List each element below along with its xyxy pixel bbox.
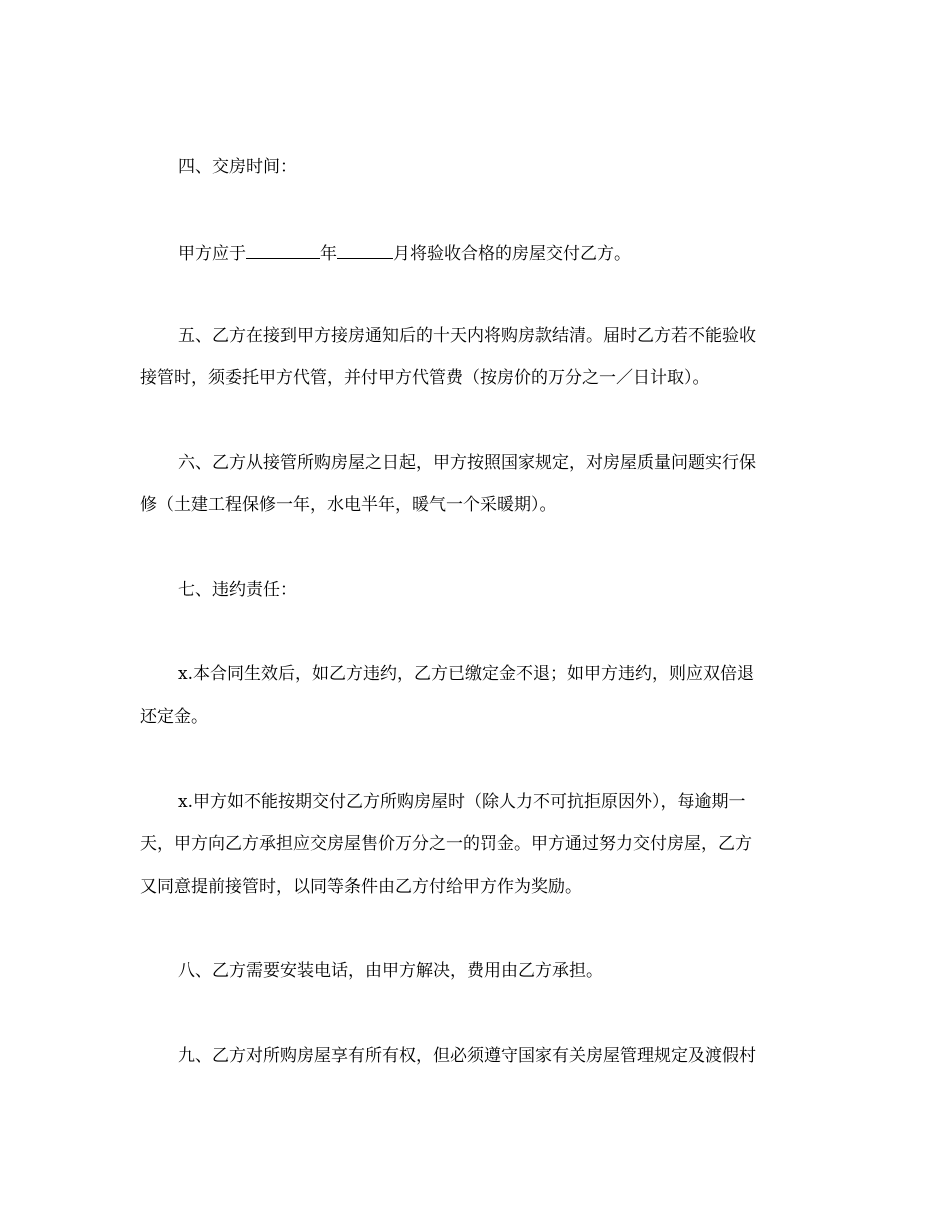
- clause-6-line-1: 六、乙方从接管所购房屋之日起，甲方按照国家规定，对房屋质量问题实行保: [178, 453, 756, 473]
- clause-7-1-line-1: x.本合同生效后，如乙方违约，乙方已缴定金不退；如甲方违约，则应双倍退: [178, 664, 754, 684]
- delivery-time-sentence: [178, 241, 858, 264]
- clause-5-line-1: 五、乙方在接到甲方接房通知后的十天内将购房款结清。届时乙方若不能验收: [178, 326, 756, 346]
- clause-5-line-2: 接管时，须委托甲方代管，并付甲方代管费（按房价的万分之一／日计取）。: [140, 368, 710, 388]
- month-label: 月将验收合格的房屋交付乙方。: [393, 244, 631, 264]
- delivery-time-prefix: 甲方应于: [178, 244, 246, 264]
- year-label: 年: [320, 244, 337, 264]
- year-blank: [246, 241, 320, 259]
- delivery-time-heading: 四、交房时间：: [178, 157, 297, 177]
- clause-7-heading: 七、违约责任：: [178, 580, 297, 600]
- clause-6-line-2: 修（土建工程保修一年，水电半年，暖气一个采暖期）。: [140, 495, 557, 515]
- clause-7-1-line-2: 还定金。: [140, 707, 208, 727]
- month-blank: [337, 241, 393, 259]
- clause-9-line-1: 九、乙方对所购房屋享有所有权，但必须遵守国家有关房屋管理规定及渡假村: [178, 1046, 756, 1066]
- clause-7-2-line-1: x.甲方如不能按期交付乙方所购房屋时（除人力不可抗拒原因外），每逾期一: [178, 792, 746, 812]
- clause-7-2-line-3: 又同意提前接管时，以同等条件由乙方付给甲方作为奖励。: [140, 877, 582, 897]
- clause-8: 八、乙方需要安装电话，由甲方解决，费用由乙方承担。: [178, 961, 603, 981]
- clause-7-2-line-2: 天，甲方向乙方承担应交房屋售价万分之一的罚金。甲方通过努力交付房屋，乙方: [140, 834, 752, 854]
